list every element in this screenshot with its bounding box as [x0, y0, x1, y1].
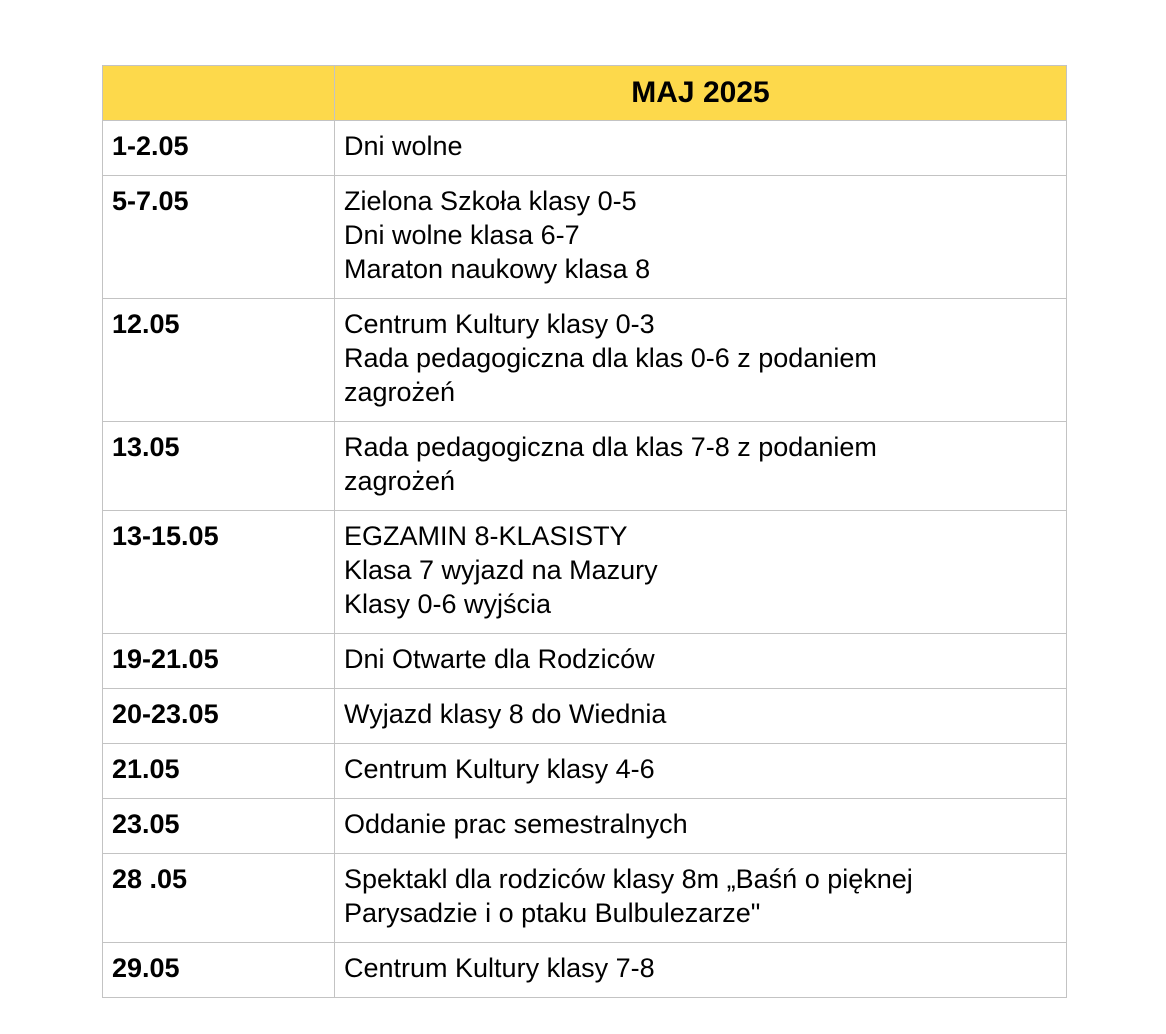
event-cell [335, 299, 1067, 422]
event-cell [335, 511, 1067, 634]
event-line: Parysadzie i o ptaku Bulbulezarze" [344, 898, 761, 928]
date-cell: 1-2.05 [103, 121, 335, 176]
event-line: Dni wolne [344, 131, 463, 161]
table-row [103, 689, 1067, 744]
date-cell: 23.05 [103, 799, 335, 854]
header-row [103, 66, 1067, 121]
event-line: Centrum Kultury klasy 0-3 [344, 309, 655, 339]
date-cell: 12.05 [103, 299, 335, 422]
schedule-table [102, 65, 1067, 998]
event-line: Dni wolne klasa 6-7 [344, 220, 580, 250]
table-row [103, 799, 1067, 854]
event-line: Centrum Kultury klasy 7-8 [344, 953, 655, 983]
event-line: Klasy 0-6 wyjścia [344, 589, 552, 619]
event-cell [335, 422, 1067, 511]
date-cell: 13-15.05 [103, 511, 335, 634]
date-cell: 21.05 [103, 744, 335, 799]
event-cell [335, 689, 1067, 744]
table-row [103, 744, 1067, 799]
event-line: Klasa 7 wyjazd na Mazury [344, 555, 658, 585]
event-line: zagrożeń [344, 466, 456, 496]
event-line: Wyjazd klasy 8 do Wiednia [344, 699, 667, 729]
event-line: Zielona Szkoła klasy 0-5 [344, 186, 637, 216]
event-line: Oddanie prac semestralnych [344, 809, 688, 839]
event-cell [335, 121, 1067, 176]
schedule-body [103, 121, 1067, 998]
date-cell: 29.05 [103, 943, 335, 998]
date-cell: 28 .05 [103, 854, 335, 943]
event-cell [335, 744, 1067, 799]
event-cell [335, 943, 1067, 998]
date-cell: 19-21.05 [103, 634, 335, 689]
event-cell [335, 799, 1067, 854]
date-cell: 13.05 [103, 422, 335, 511]
event-line: zagrożeń [344, 377, 456, 407]
date-cell: 20-23.05 [103, 689, 335, 744]
table-row [103, 422, 1067, 511]
table-row [103, 943, 1067, 998]
event-line: Spektakl dla rodziców klasy 8m „Baśń o pięknej [344, 864, 913, 894]
table-row [103, 511, 1067, 634]
table-row [103, 121, 1067, 176]
event-cell [335, 634, 1067, 689]
event-line: Rada pedagogiczna dla klas 0-6 z podaniem [344, 343, 877, 373]
table-row [103, 854, 1067, 943]
event-line: Dni Otwarte dla Rodziców [344, 644, 655, 674]
header-title: MAJ 2025 [335, 66, 1067, 121]
event-line: EGZAMIN 8-KLASISTY [344, 521, 628, 551]
table-row [103, 634, 1067, 689]
event-cell [335, 854, 1067, 943]
date-cell: 5-7.05 [103, 176, 335, 299]
header-date-cell [103, 66, 335, 121]
event-line: Centrum Kultury klasy 4-6 [344, 754, 655, 784]
table-row [103, 299, 1067, 422]
table-row [103, 176, 1067, 299]
event-cell [335, 176, 1067, 299]
event-line: Rada pedagogiczna dla klas 7-8 z podaniem [344, 432, 877, 462]
event-line: Maraton naukowy klasa 8 [344, 254, 651, 284]
